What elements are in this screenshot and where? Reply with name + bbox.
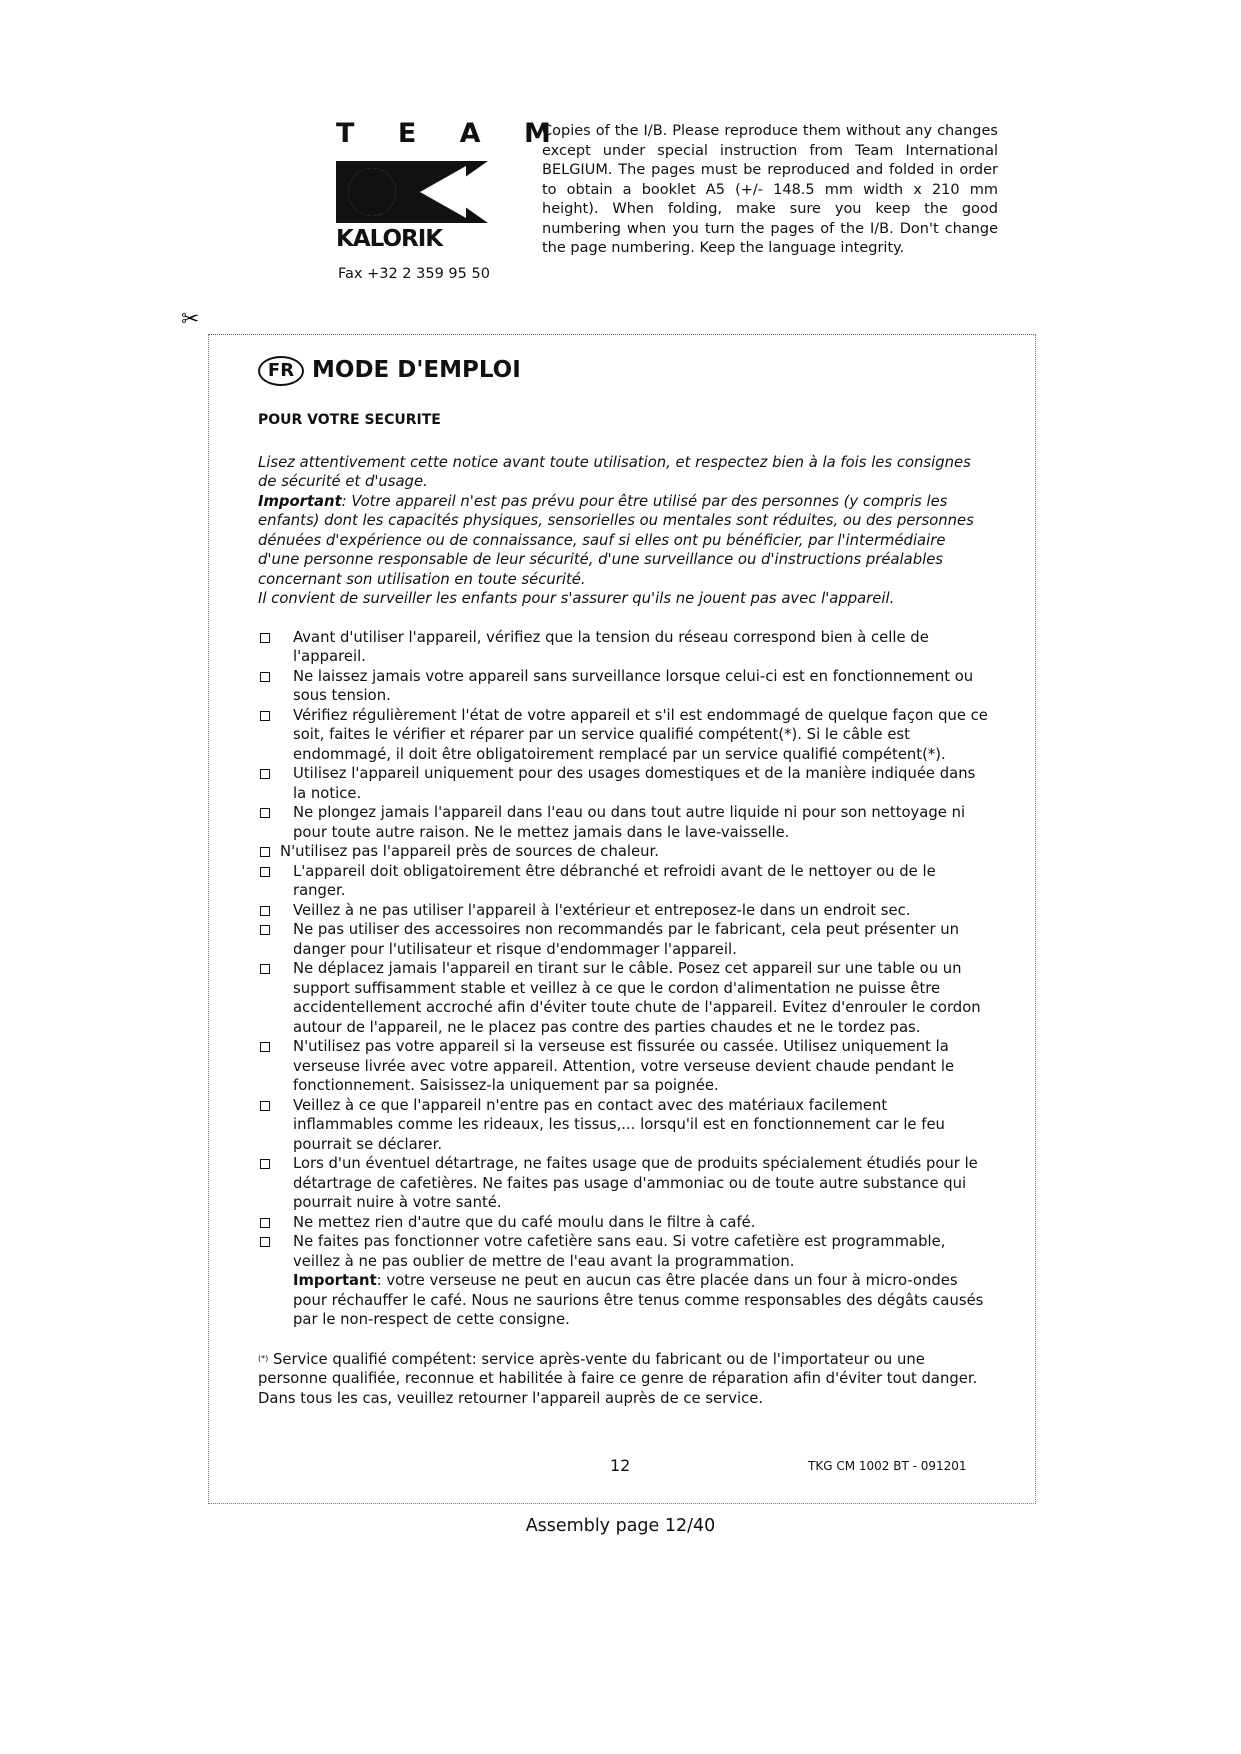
- kalorik-k-mark-icon: [336, 161, 488, 223]
- checkbox-bullet-icon: [260, 1042, 270, 1052]
- checkbox-bullet-icon: [260, 925, 270, 935]
- checkbox-bullet-icon: [260, 847, 270, 857]
- list-item: L'appareil doit obligatoirement être débranché et refroidi avant de le nettoyer ou de le ranger.: [258, 862, 990, 901]
- list-item: Ne laissez jamais votre appareil sans surveillance lorsque celui-ci est en fonctionnement ou sous tension.: [258, 667, 990, 706]
- checkbox-bullet-icon: [260, 633, 270, 643]
- list-item: Ne plongez jamais l'appareil dans l'eau ou dans tout autre liquide ni pour son nettoyage ni pour toute autre raison. Ne le mettez jamais dans le lave-vaisselle.: [258, 803, 990, 842]
- footnote-mark: (*): [258, 1353, 269, 1363]
- checkbox-bullet-icon: [260, 867, 270, 877]
- intro-paragraphs: [258, 453, 990, 609]
- list-item: N'utilisez pas votre appareil si la verseuse est fissurée ou cassée. Utilisez uniquement la verseuse livrée avec votre appareil. Attention, votre verseuse devient chaude pendant le fonctionnement. Saisissez-la uniquement par sa poignée.: [258, 1037, 990, 1096]
- list-item: Veillez à ce que l'appareil n'entre pas en contact avec des matériaux facilement inflammables comme les rideaux, les tissus,... lorsqu'il est en fonctionnement car le feu pourrait se déclarer.: [258, 1096, 990, 1155]
- important-label: Important: [258, 492, 342, 510]
- page-title: MODE D'EMPLOI: [312, 357, 521, 384]
- checkbox-bullet-icon: [260, 964, 270, 974]
- checkbox-bullet-icon: [260, 808, 270, 818]
- page-number: 12: [610, 1456, 631, 1475]
- checkbox-bullet-icon: [260, 672, 270, 682]
- team-kalorik-logo: [336, 118, 568, 252]
- important-label: Important: [293, 1272, 377, 1289]
- list-item: Vérifiez régulièrement l'état de votre appareil et s'il est endommagé de quelque façon que ce soit, faites le vérifier et réparer par un service qualifié compétent(*). Si le câble est endommagé, il doit être obligatoirement remplacé par un service qualifié compétent(*).: [258, 706, 990, 765]
- reproduction-notice: Copies of the I/B. Please reproduce them without any changes except under special instruction from Team International BELGIUM. The pages must be reproduced and folded in order to obtain a booklet A5 (+/- 148.5 mm width x 210 mm height). When folding, make sure you keep the good numbering when you turn the pages of the I/B. Don't change the page numbering. Keep the language integrity.: [542, 123, 998, 256]
- checkbox-bullet-icon: [260, 769, 270, 779]
- intro-paragraph: Il convient de surveiller les enfants pour s'assurer qu'ils ne jouent pas avec l'appareil.: [258, 590, 895, 607]
- list-item: Ne mettez rien d'autre que du café moulu dans le filtre à café.: [258, 1213, 990, 1233]
- logo-brand-text: KALORIK: [336, 226, 443, 252]
- checkbox-bullet-icon: [260, 1159, 270, 1169]
- intro-paragraph: Lisez attentivement cette notice avant toute utilisation, et respectez bien à la fois les consignes de sécurité et d'usage.: [258, 453, 971, 490]
- list-item: Ne déplacez jamais l'appareil en tirant sur le câble. Posez cet appareil sur une table ou un support suffisamment stable et veillez à ce que le cordon d'alimentation ne puisse être accidentellement accroché afin d'éviter toute chute de l'appareil. Evitez d'enrouler le cordon autour de l'appareil, ne le placez pas contre des parties chaudes et ne le tordez pas.: [258, 959, 990, 1037]
- list-item: Avant d'utiliser l'appareil, vérifiez que la tension du réseau correspond bien à celle de l'appareil.: [258, 628, 990, 667]
- list-item: Ne pas utiliser des accessoires non recommandés par le fabricant, cela peut présenter un danger pour l'utilisateur et risque d'endommager l'appareil.: [258, 920, 990, 959]
- page-content: [258, 350, 990, 1408]
- list-item: N'utilisez pas l'appareil près de sources de chaleur.: [258, 842, 990, 862]
- checkbox-bullet-icon: [260, 906, 270, 916]
- safety-rules-list: [258, 628, 990, 1330]
- list-item: Veillez à ne pas utiliser l'appareil à l'extérieur et entreposez-le dans un endroit sec.: [258, 901, 990, 921]
- fax-number: Fax +32 2 359 95 50: [338, 266, 490, 282]
- checkbox-bullet-icon: [260, 1218, 270, 1228]
- document-code: TKG CM 1002 BT - 091201: [808, 1459, 967, 1473]
- checkbox-bullet-icon: [260, 711, 270, 721]
- checkbox-bullet-icon: [260, 1101, 270, 1111]
- language-badge: FR: [258, 356, 304, 386]
- list-item: Lors d'un éventuel détartrage, ne faites usage que de produits spécialement étudiés pour le détartrage de cafetières. Ne faites pas usage d'ammoniac ou de toute autre substance qui pourrait nuire à votre santé.: [258, 1154, 990, 1213]
- title-row: [258, 350, 990, 392]
- checkbox-bullet-icon: [260, 1237, 270, 1247]
- section-heading: POUR VOTRE SECURITE: [258, 412, 441, 428]
- scissors-icon: ✂: [181, 307, 200, 332]
- intro-paragraph: Important: Votre appareil n'est pas prévu pour être utilisé par des personnes (y compris les enfants) dont les capacités physiques, sensorielles ou mentales sont réduites, ou des personnes dénuées d'expérience ou de connaissance, sauf si elles ont pu bénéficier, par l'intermédiaire d'une personne responsable de leur sécurité, d'une surveillance ou d'instructions préalables concernant son utilisation en toute sécurité.: [258, 492, 974, 588]
- assembly-page-label: Assembly page 12/40: [525, 1516, 716, 1536]
- footnote: (*) Service qualifié compétent: service après-vente du fabricant ou de l'importateur ou une personne qualifiée, reconnue et habilitée à faire ce genre de réparation afin d'éviter tout danger. Dans tous les cas, veuillez retourner l'appareil auprès de ce service.: [258, 1350, 978, 1407]
- list-item: Utilisez l'appareil uniquement pour des usages domestiques et de la manière indiquée dans la notice.: [258, 764, 990, 803]
- logo-team-letters: T E A M: [336, 118, 568, 149]
- logo-team-text: [336, 118, 568, 149]
- list-item: Ne faites pas fonctionner votre cafetière sans eau. Si votre cafetière est programmable, veillez à ne pas oublier de mettre de l'eau avant la programmation. Important: votre verseuse ne peut en aucun cas être placée dans un four à micro-ondes pour réchauffer le café. Nous ne saurions être tenus comme responsables des dégâts causés par le non-respect de cette consigne.: [258, 1232, 990, 1330]
- microwave-warning: Important: votre verseuse ne peut en aucun cas être placée dans un four à micro-ondes pour réchauffer le café. Nous ne saurions être tenus comme responsables des dégâts causés par le non-respect de cette consigne.: [293, 1272, 984, 1328]
